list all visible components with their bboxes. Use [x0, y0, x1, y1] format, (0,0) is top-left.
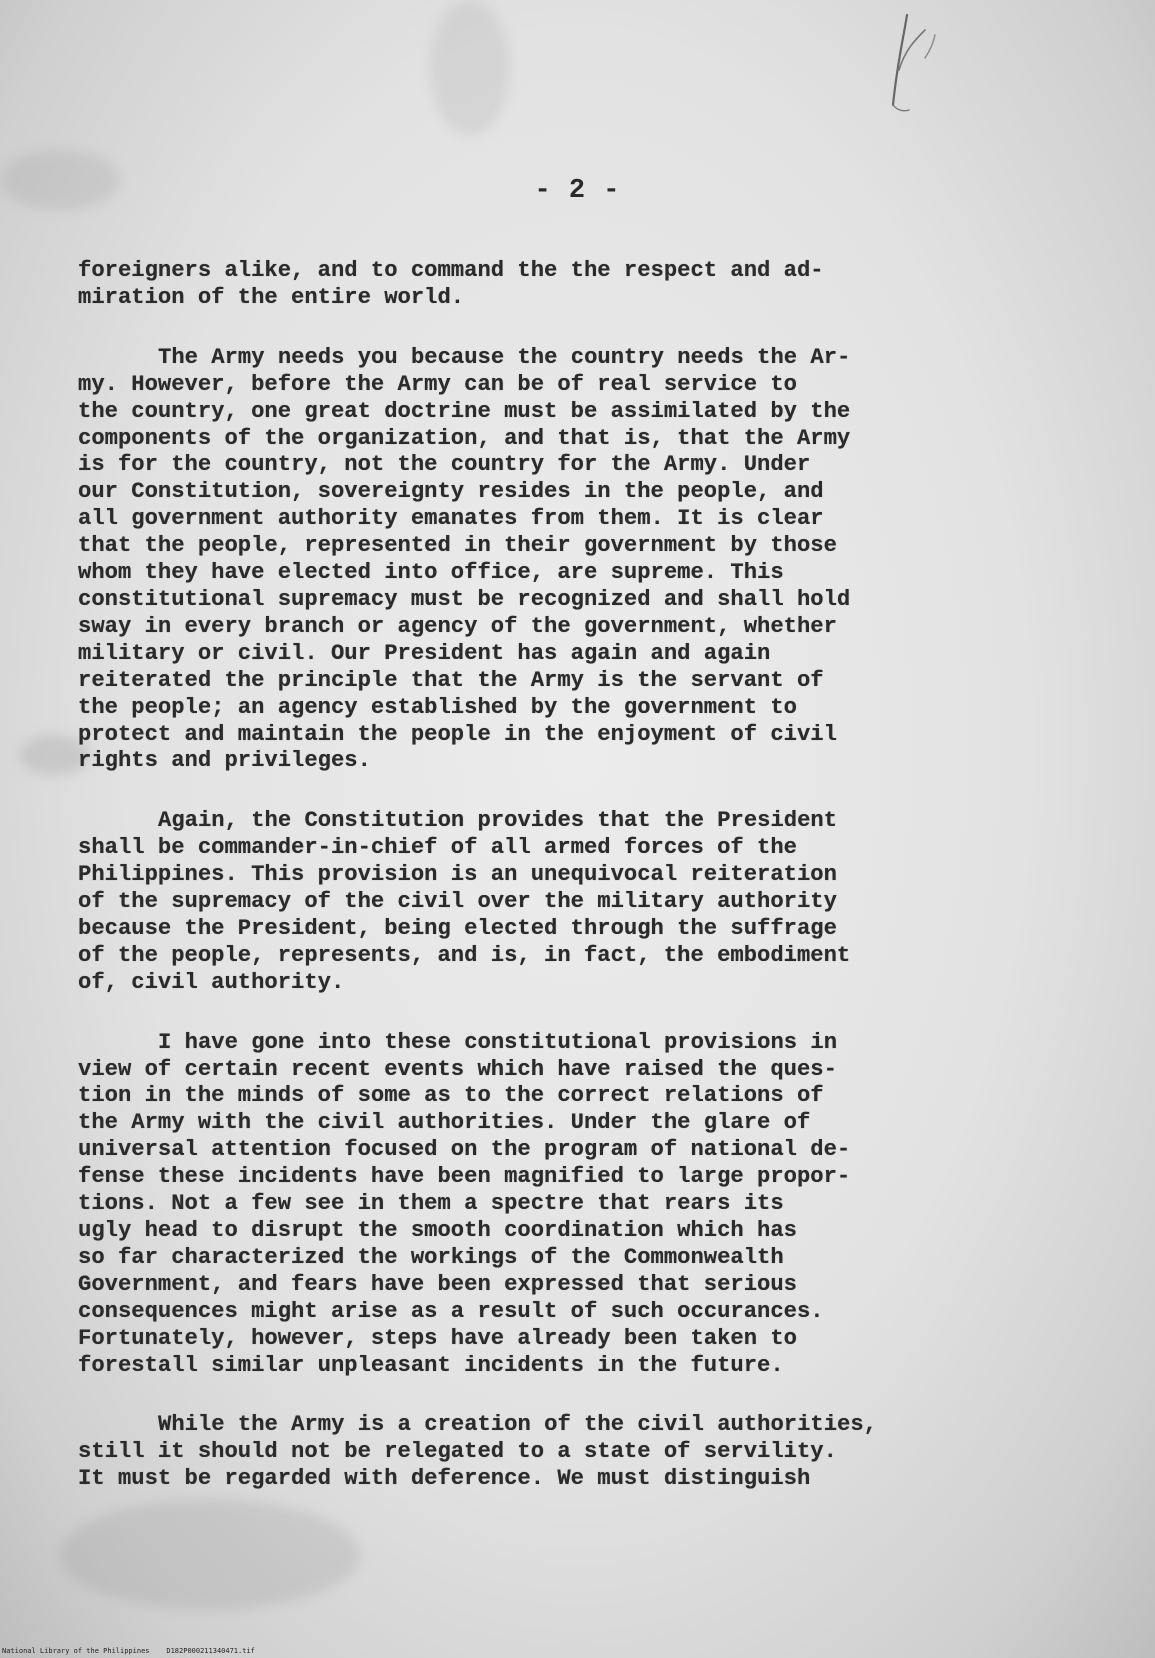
text-line: ugly head to disrupt the smooth coordination which has: [78, 1218, 797, 1243]
text-line-content: The Army needs you because the country needs the Ar-: [158, 344, 851, 370]
text-line: [78, 345, 1078, 372]
text-line: universal attention focused on the program of national de-: [78, 1137, 851, 1163]
text-line: Philippines. This provision is an unequivocal reiteration: [78, 862, 837, 888]
text-line: rights and privileges.: [78, 748, 371, 774]
paragraph: [78, 808, 1078, 996]
text-line: view of certain recent events which have raised the ques-: [78, 1056, 837, 1082]
text-line: my. However, before the Army can be of real service to: [78, 371, 797, 397]
text-line: [78, 808, 1078, 835]
footer: [2, 1647, 255, 1655]
text-line: reiterated the principle that the Army is the servant of: [78, 667, 824, 693]
paragraph: [78, 258, 1078, 312]
pencil-mark: [885, 10, 955, 120]
body-text: [78, 258, 1078, 1526]
text-line: our Constitution, sovereignty resides in the people, and: [78, 479, 824, 505]
text-line: of, civil authority.: [78, 969, 345, 995]
text-line: all government authority emanates from them. It is clear: [78, 506, 824, 532]
footer-file-id: D182P000211340471.tif: [166, 1647, 255, 1655]
text-line: that the people, represented in their government by those: [78, 533, 837, 559]
page-number: - 2 -: [534, 176, 621, 206]
text-line: protect and maintain the people in the enjoyment of civil: [78, 721, 837, 747]
text-line-content: Again, the Constitution provides that the President: [158, 808, 838, 834]
text-line: Fortunately, however, steps have already been taken to: [78, 1325, 797, 1351]
text-line: It must be regarded with deference. We must distinguish: [78, 1466, 811, 1492]
text-line: shall be commander-in-chief of all armed forces of the: [78, 835, 797, 861]
text-line: the country, one great doctrine must be assimilated by the: [78, 398, 851, 424]
paragraph: [78, 1030, 1078, 1380]
paragraph: [78, 345, 1078, 776]
text-line: of the supremacy of the civil over the military authority: [78, 889, 837, 915]
text-line: Government, and fears have been expressed that serious: [78, 1271, 797, 1297]
text-line: whom they have elected into office, are supreme. This: [78, 560, 784, 586]
text-line: fense these incidents have been magnified to large propor-: [78, 1164, 851, 1190]
text-line: military or civil. Our President has again and again: [78, 640, 771, 666]
text-line-content: While the Army is a creation of the civil authorities,: [158, 1412, 877, 1438]
text-line-content: I have gone into these constitutional provisions in: [158, 1029, 838, 1055]
text-line: forestall similar unpleasant incidents in the future.: [78, 1352, 784, 1378]
text-line: [78, 1412, 1078, 1439]
text-line: so far characterized the workings of the Commonwealth: [78, 1244, 784, 1270]
text-line: constitutional supremacy must be recognized and shall hold: [78, 586, 851, 612]
text-line: tion in the minds of some as to the correct relations of: [78, 1083, 824, 1109]
text-line: of the people, represents, and is, in fact, the embodiment: [78, 942, 851, 968]
paper-smudge: [430, 0, 510, 135]
text-line: the Army with the civil authorities. Under the glare of: [78, 1110, 811, 1136]
text-line: tions. Not a few see in them a spectre that rears its: [78, 1191, 784, 1217]
text-line: the people; an agency established by the government to: [78, 694, 797, 720]
text-line: components of the organization, and that is, that the Army: [78, 425, 851, 451]
text-line: foreigners alike, and to command the the respect and ad-: [78, 258, 824, 283]
text-line: because the President, being elected through the suffrage: [78, 915, 837, 941]
text-line: consequences might arise as a result of such occurances.: [78, 1298, 824, 1324]
text-line: miration of the entire world.: [78, 284, 465, 310]
paragraph: [78, 1412, 1078, 1493]
text-line: [78, 1030, 1078, 1057]
footer-library: National Library of the Philippines: [2, 1647, 150, 1655]
text-line: still it should not be relegated to a state of servility.: [78, 1439, 837, 1465]
text-line: is for the country, not the country for the Army. Under: [78, 452, 811, 478]
text-line: sway in every branch or agency of the government, whether: [78, 613, 837, 639]
